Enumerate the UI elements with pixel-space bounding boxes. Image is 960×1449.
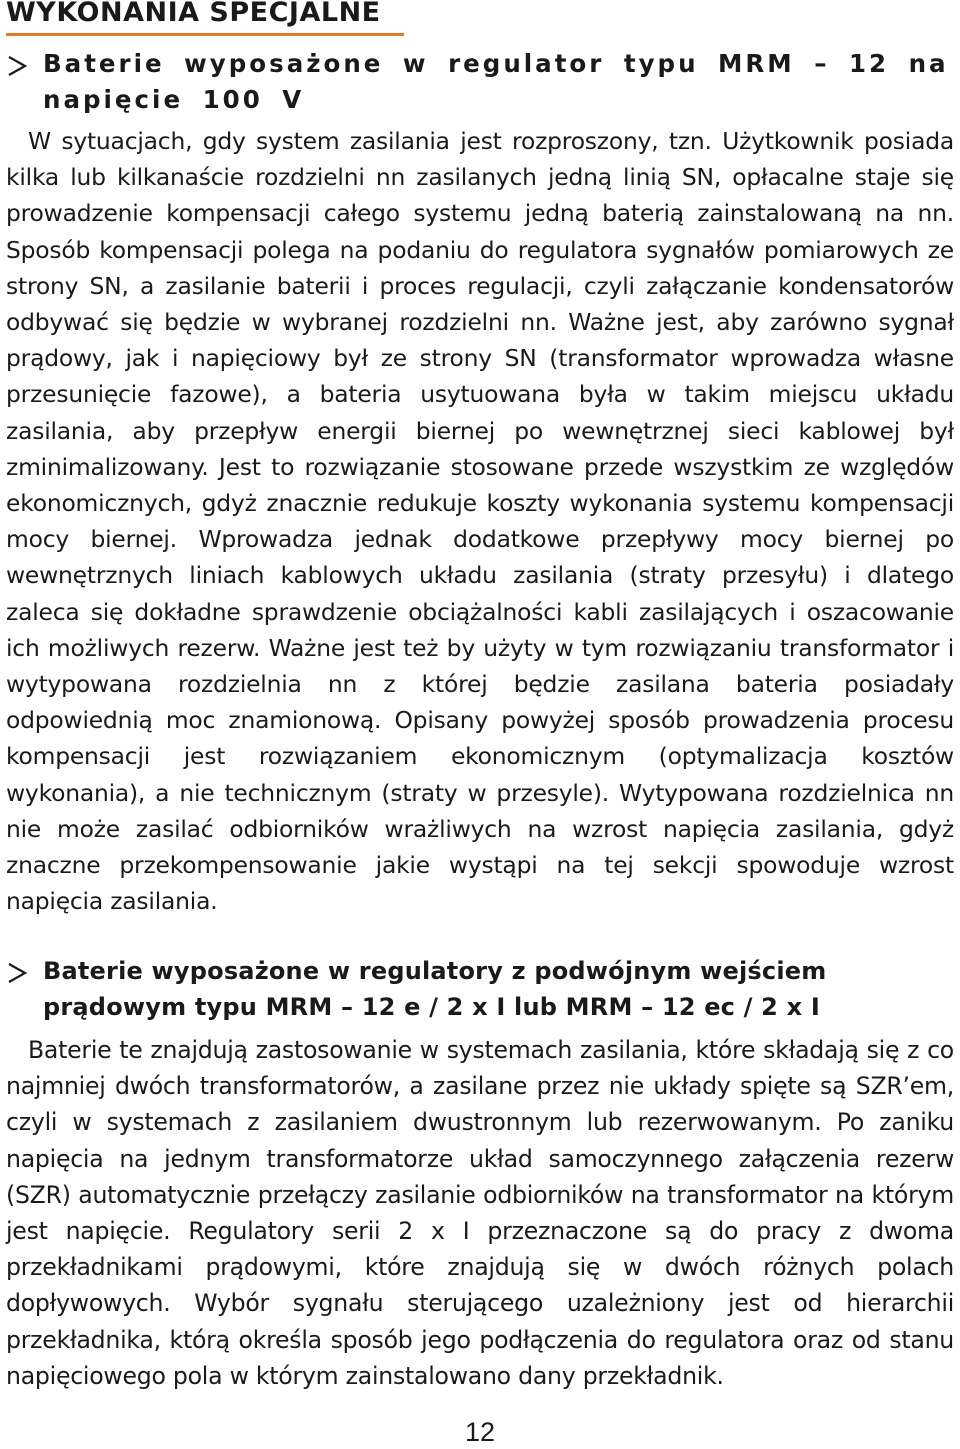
arrow-bullet-icon: [6, 55, 28, 77]
section-title: WYKONANIA SPECJALNE: [6, 0, 381, 28]
item-heading-text: Baterie wyposażone w regulator typu MRM – 12 na napięcie 100 V: [43, 49, 949, 114]
page-number: 12: [464, 1417, 496, 1447]
item-heading-text: Baterie wyposażone w regulatory z podwójnym wejściem prądowym typu MRM – 12 e / 2 x I lub MRM – 12 ec / 2 x I: [43, 957, 827, 1021]
title-underline: [6, 33, 404, 36]
item-paragraph-2: Baterie te znajdują zastosowanie w systemach zasilania, które składają się z co najmniej dwóch transformatorów, a zasilane przez nie układy spięte są SZR’em, czyli w systemach z zasilaniem dwustronnym lub rezerwowanym. Po zaniku napięcia na jednym transformatorze układ samoczynnego załączenia rezerw (SZR) automatycznie przełączy zasilanie odbiorników na transformator na którym jest napięcie. Regulatory serii 2 x I przeznaczone są do pracy z dwoma przekładnikami prądowymi, które znajdują się w dwóch różnych polach dopływowych. Wybór sygnału sterującego uzależniony jest od hierarchii przekładnika, którą określa sposób jego podłączenia do regulatora oraz od stanu napięciowego pola w którym zainstalowano dany przekładnik.: [6, 1036, 954, 1390]
item-paragraph-1: W sytuacjach, gdy system zasilania jest rozproszony, tzn. Użytkownik posiada kilka lub kilkanaście rozdzielni nn zasilanych jedną linią SN, opłacalne staje się prowadzenie kompensacji całego systemu jedną baterią zainstalowaną na nn. Sposób kompensacji polega na podaniu do regulatora sygnałów pomiarowych ze strony SN, a zasilanie baterii i proces regulacji, czyli załączanie kondensatorów odbywać się będzie w wybranej rozdzielni nn. Ważne jest, aby zarówno sygnał prądowy, jak i napięciowy był ze strony SN (transformator wprowadza własne przesunięcie fazowe), a bateria usytuowana była w takim miejscu układu zasilania, aby przepływ energii biernej po wewnętrznej sieci kablowej był zminimalizowany. Jest to rozwiązanie stosowane przede wszystkim ze względów ekonomicznych, gdyż znacznie redukuje koszty wykonania systemu kompensacji mocy biernej. Wprowadza jednak dodatkowe przepływy mocy biernej po wewnętrznych liniach kablowych układu zasilania (straty przesyłu) i dlatego zaleca się dokładne sprawdzenie obciążalności kabli zasilających i oszacowanie ich możliwych rezerw. Ważne jest też by użyty w tym rozwiązaniu transformator i wytypowana rozdzielnia nn z której będzie zasilana bateria posiadały odpowiednią moc znamionową. Opisany powyżej sposób prowadzenia procesu kompensacji jest rozwiązaniem ekonomicznym (optymalizacja kosztów wykonania), a nie technicznym (straty w przesyle). Wytypowana rozdzielnica nn nie może zasilać odbiorników wrażliwych na wzrost napięcia zasilania, gdyż znaczne przekompensowanie jakie wystąpi na tej sekcji spowoduje wzrost napięcia zasilania.: [6, 127, 954, 916]
arrow-bullet-icon: [6, 962, 28, 984]
